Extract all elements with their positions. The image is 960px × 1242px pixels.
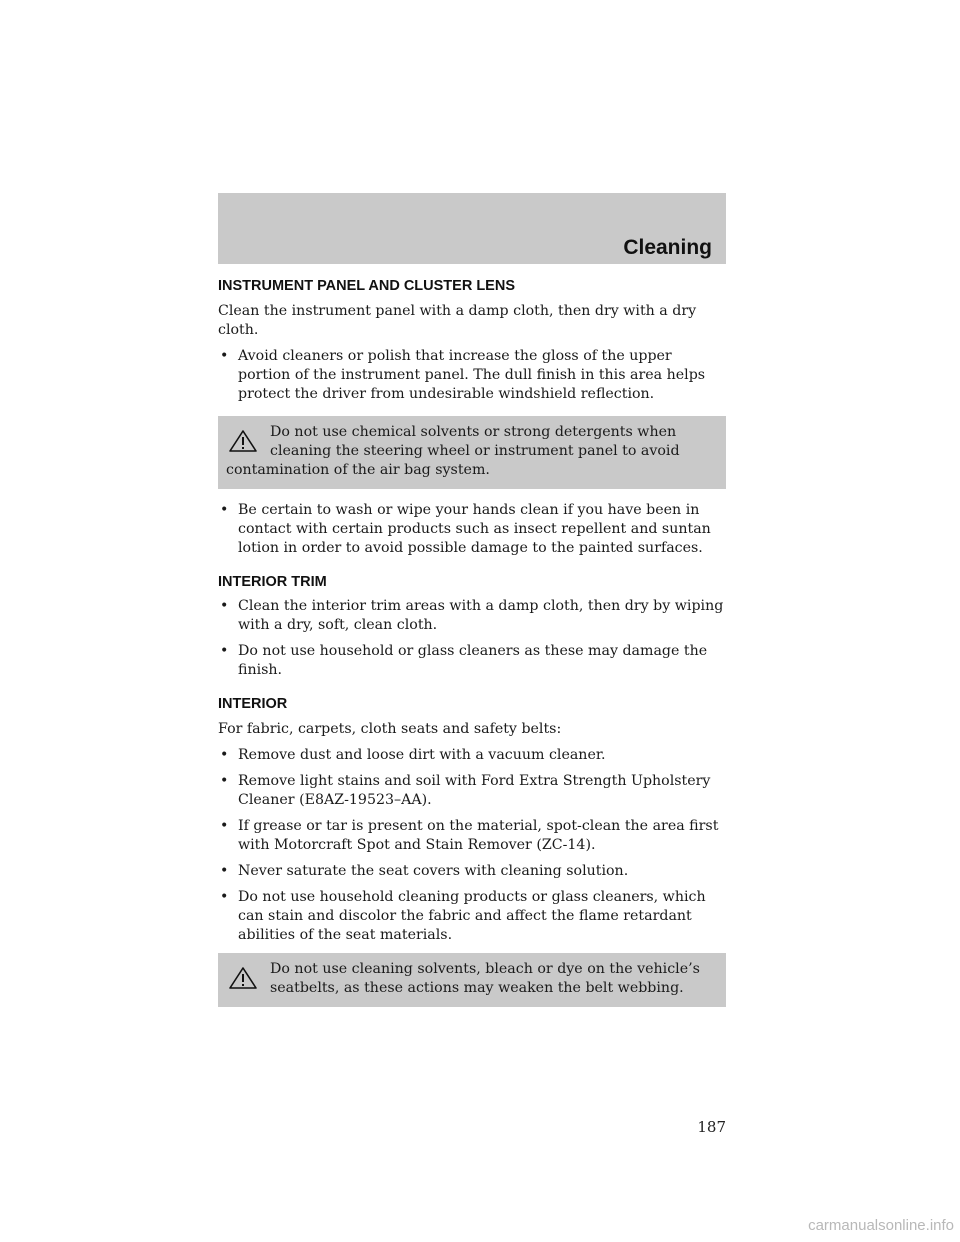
warning-box (218, 953, 726, 1007)
instrument-panel-intro: Clean the instrument panel with a damp cloth, then dry with a dry cloth. (218, 303, 697, 338)
heading-interior-trim: INTERIOR TRIM (218, 574, 327, 590)
warning-triangle-icon (228, 429, 258, 453)
list-item: • Never saturate the seat covers with cleaning solution. (220, 863, 629, 879)
warning-box (218, 416, 726, 489)
bullet-icon: • (220, 348, 229, 364)
bullet-icon: • (220, 502, 229, 518)
list-item: • If grease or tar is present on the material, spot-clean the area first with Motorcraft Spot and Stain Remover (ZC-14). (220, 818, 719, 853)
section-header-band (218, 193, 726, 264)
list-item: • Avoid cleaners or polish that increase the gloss of the upper portion of the instrument panel. The dull finish in this area helps protect the driver from undesirable windshield reflection. (220, 348, 706, 402)
heading-instrument-panel: INSTRUMENT PANEL AND CLUSTER LENS (218, 278, 515, 294)
page-number: 187 (697, 1118, 726, 1136)
bullet-icon: • (220, 818, 229, 834)
warning-triangle-icon (228, 966, 258, 990)
warning-text: Do not use cleaning solvents, bleach or dye on the vehicle’s seatbelts, as these actions may weaken the belt webbing. (270, 961, 700, 996)
list-item: • Remove dust and loose dirt with a vacuum cleaner. (220, 747, 606, 763)
bullet-icon: • (220, 773, 229, 789)
warning-text: Do not use chemical solvents or strong detergents when cleaning the steering wheel or instrument panel to avoid contamination of the air bag system. (226, 424, 680, 478)
bullet-icon: • (220, 747, 229, 763)
page-content (218, 276, 726, 1007)
list-item: • Be certain to wash or wipe your hands clean if you have been in contact with certain products such as insect repellent and suntan lotion in order to avoid possible damage to the painted surfaces. (220, 502, 711, 556)
list-item: • Do not use household cleaning products or glass cleaners, which can stain and discolor the fabric and affect the flame retardant abilities of the seat materials. (220, 889, 706, 943)
list-item: • Remove light stains and soil with Ford Extra Strength Upholstery Cleaner (E8AZ-19523–AA). (220, 773, 711, 808)
heading-interior: INTERIOR (218, 696, 288, 712)
list-item: • Clean the interior trim areas with a damp cloth, then dry by wiping with a dry, soft, clean cloth. (220, 598, 724, 633)
list-item: • Do not use household or glass cleaners as these may damage the finish. (220, 643, 708, 678)
bullet-icon: • (220, 643, 229, 659)
section-title: Cleaning (623, 236, 712, 259)
bullet-icon: • (220, 598, 229, 614)
bullet-icon: • (220, 863, 229, 879)
bullet-icon: • (220, 889, 229, 905)
watermark: carmanualsonline.info (715, 1210, 960, 1242)
interior-intro: For fabric, carpets, cloth seats and safety belts: (218, 721, 562, 737)
